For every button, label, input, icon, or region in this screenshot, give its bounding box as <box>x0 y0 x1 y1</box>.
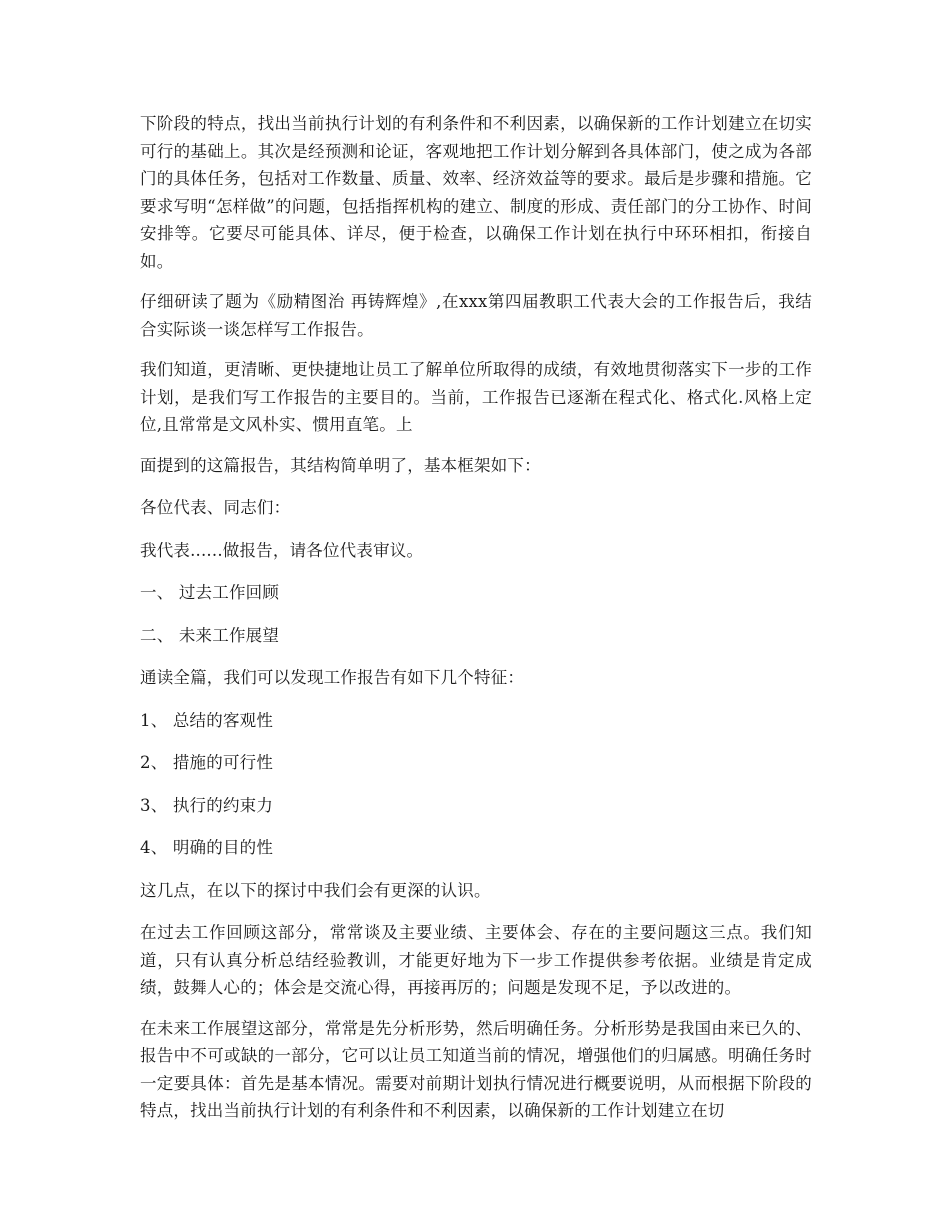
paragraph: 面提到的这篇报告，其结构简单明了，基本框架如下： <box>140 455 541 475</box>
paragraph: 通读全篇，我们可以发现工作报告有如下几个特征： <box>140 668 525 687</box>
paragraph: 这几点，在以下的探讨中我们会有更深的认识。 <box>140 880 491 900</box>
paragraph: 在过去工作回顾这部分，常常谈及主要业绩、主要体会、存在的主要问题这三点。我们知道，只有认真分析总结经验教训，才能更好地为下一步工作提供参考依据。业绩是肯定成绩，鼓舞人心的；体会是交流心得，再接再厉的；问题是发现不足，予以改进的。 <box>140 923 812 997</box>
paragraph: 我们知道，更清晰、更快捷地让员工了解单位所取得的成绩，有效地贯彻落实下一步的工作计划，是我们写工作报告的主要目的。当前，工作报告已逐渐在程式化、格式化.风格上定位,且常常是文风朴实、惯用直笔。上 <box>140 360 812 434</box>
document-body <box>140 110 812 1138</box>
paragraph: 仔细研读了题为《励精图治 再铸辉煌》,在xxx第四届教职工代表大会的工作报告后，我结合实际谈一谈怎样写工作报告。 <box>140 292 812 339</box>
list-item: 1、 总结的客观性 <box>140 710 274 730</box>
section-heading: 二、 未来工作展望 <box>140 625 280 645</box>
paragraph: 下阶段的特点，找出当前执行计划的有利条件和不利因素，以确保新的工作计划建立在切实可行的基础上。其次是经预测和论证，客观地把工作计划分解到各具体部门，使之成为各部门的具体任务，包括对工作数量、质量、效率、经济效益等的要求。最后是步骤和措施。它要求写明“怎样做”的问题，包括指挥机构的建立、制度的形成、责任部门的分工协作、时间安排等。它要尽可能具体、详尽，便于检查，以确保工作计划在执行中环环相扣，衔接自如。 <box>140 114 812 271</box>
salutation: 各位代表、同志们： <box>140 498 291 517</box>
section-heading: 一、 过去工作回顾 <box>140 583 280 602</box>
paragraph: 我代表......做报告，请各位代表审议。 <box>140 540 424 560</box>
list-item: 4、 明确的目的性 <box>140 838 274 857</box>
list-item: 2、 措施的可行性 <box>140 753 274 772</box>
paragraph: 在未来工作展望这部分，常常是先分析形势，然后明确任务。分析形势是我国由来已久的、报告中不可或缺的一部分，它可以让员工知道当前的情况，增强他们的归属感。明确任务时一定要具体：首先是基本情况。需要对前期计划执行情况进行概要说明，从而根据下阶段的特点，找出当前执行计划的有利条件和不利因素，以确保新的工作计划建立在切 <box>140 1018 812 1120</box>
list-item: 3、 执行的约束力 <box>140 795 274 815</box>
